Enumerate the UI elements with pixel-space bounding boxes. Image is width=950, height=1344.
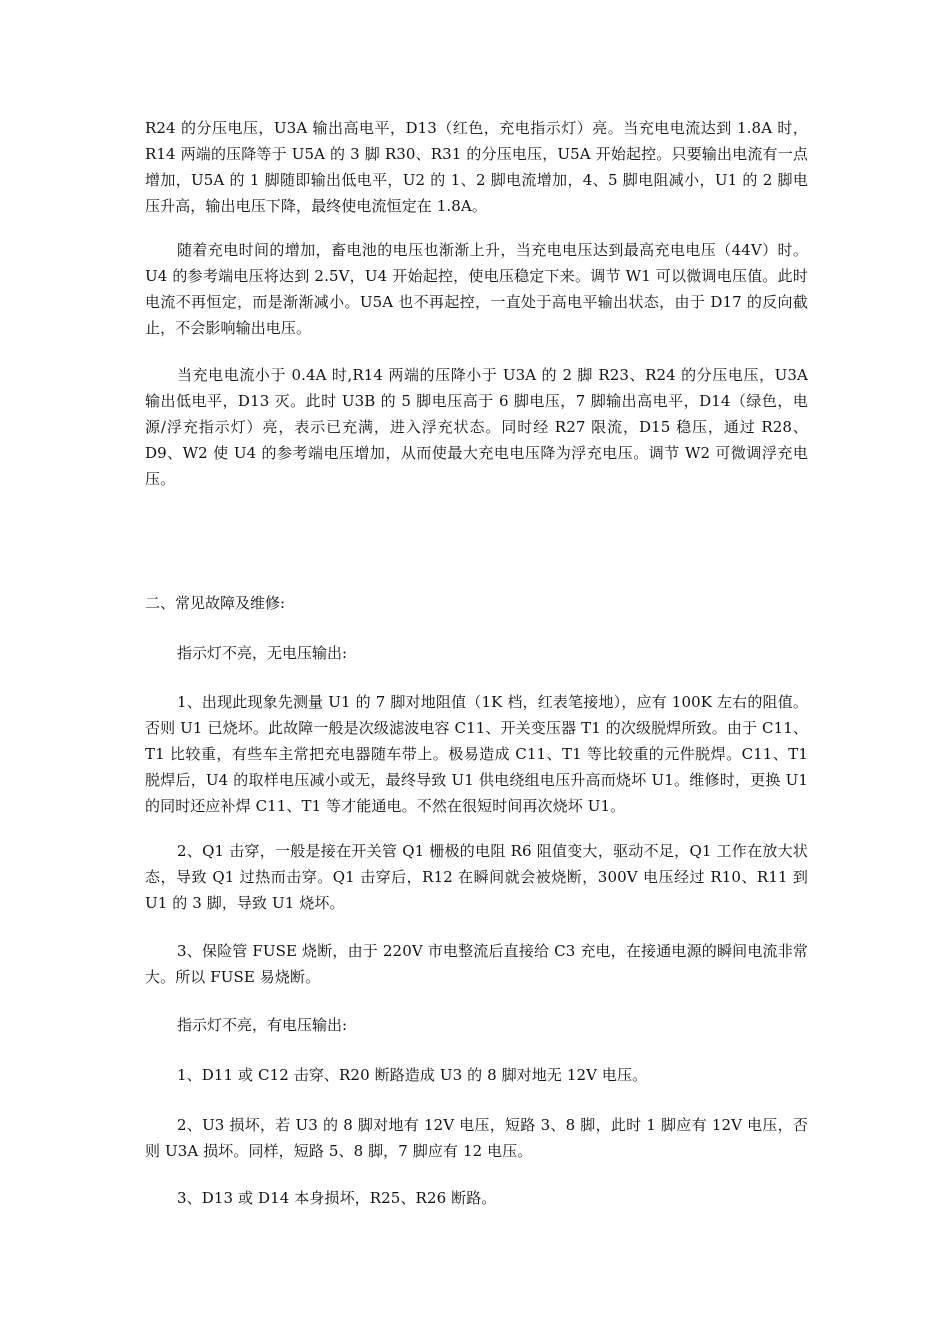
fault-item-b1: 1、D11 或 C12 击穿、R20 断路造成 U3 的 8 脚对地无 12V 电压。 xyxy=(177,1066,648,1084)
fault-item-b2: 2、U3 损坏，若 U3 的 8 脚对地有 12V 电压，短路 3、8 脚，此时 1 脚应有 12V 电压，否则 U3A 损坏。同样，短路 5、8 脚，7 脚应有 12 电压。 xyxy=(145,1116,808,1160)
subheading-no-light-no-voltage: 指示灯不亮，无电压输出: xyxy=(177,644,348,662)
subheading-no-light-with-voltage: 指示灯不亮，有电压输出: xyxy=(177,1016,348,1034)
paragraph-constant-current: R24 的分压电压，U3A 输出高电平，D13（红色，充电指示灯）亮。当充电电流达到 1.8A 时，R14 两端的压降等于 U5A 的 3 脚 R30、R31 的分压电压，U5A 开始起控。只要输出电流有一点增加，U5A 的 1 脚随即输出低电平，U2 的 1、2 脚电流增加，4、5 脚电阻减小，U1 的 2 脚电压升高，输出电压下降，最终使电流恒定在 1.8A。 xyxy=(145,119,808,215)
fault-item-3: 3、保险管 FUSE 烧断，由于 220V 市电整流后直接给 C3 充电，在接通电源的瞬间电流非常大。所以 FUSE 易烧断。 xyxy=(145,942,808,986)
section-heading: 二、常见故障及维修: xyxy=(145,594,286,612)
paragraph-constant-voltage: 随着充电时间的增加，畜电池的电压也渐渐上升，当充电电压达到最高充电电压（44V）时。U4 的参考端电压将达到 2.5V，U4 开始起控，使电压稳定下来。调节 W1 可以微调电压值。此时电流不再恒定，而是渐渐减小。U5A 也不再起控，一直处于高电平输出状态，由于 D17 的反向截止，不会影响输出电压。 xyxy=(145,241,808,337)
paragraph-float-charge: 当充电电流小于 0.4A 时,R14 两端的压降小于 U3A 的 2 脚 R23、R24 的分压电压，U3A 输出低电平，D13 灭。此时 U3B 的 5 脚电压高于 6 脚电压，7 脚输出高电平，D14（绿色，电源/浮充指示灯）亮，表示已充满，进入浮充状态。同时经 R27 限流，D15 稳压，通过 R28、D9、W2 使 U4 的参考端电压增加，从而使最大充电电压降为浮充电压。调节 W2 可微调浮充电压。 xyxy=(145,366,808,488)
fault-item-1: 1、出现此现象先测量 U1 的 7 脚对地阻值（1K 档，红表笔接地），应有 100K 左右的阻值。否则 U1 已烧坏。此故障一般是次级滤波电容 C11、开关变压器 T1 的次级脱焊所致。由于 C11、T1 比较重，有些车主常把充电器随车带上。极易造成 C11、T1 等比较重的元件脱焊。C11、T1 脱焊后，U4 的取样电压减小或无，最终导致 U1 供电绕组电压升高而烧坏 U1。维修时，更换 U1 的同时还应补焊 C11、T1 等才能通电。不然在很短时间再次烧坏 U1。 xyxy=(145,693,808,815)
fault-item-b3: 3、D13 或 D14 本身损坏，R25、R26 断路。 xyxy=(177,1189,497,1207)
fault-item-2: 2、Q1 击穿，一般是接在开关管 Q1 栅极的电阻 R6 阻值变大，驱动不足，Q1 工作在放大状态，导致 Q1 过热而击穿。Q1 击穿后，R12 在瞬间就会被烧断，300V 电压经过 R10、R11 到 U1 的 3 脚，导致 U1 烧坏。 xyxy=(145,842,808,912)
